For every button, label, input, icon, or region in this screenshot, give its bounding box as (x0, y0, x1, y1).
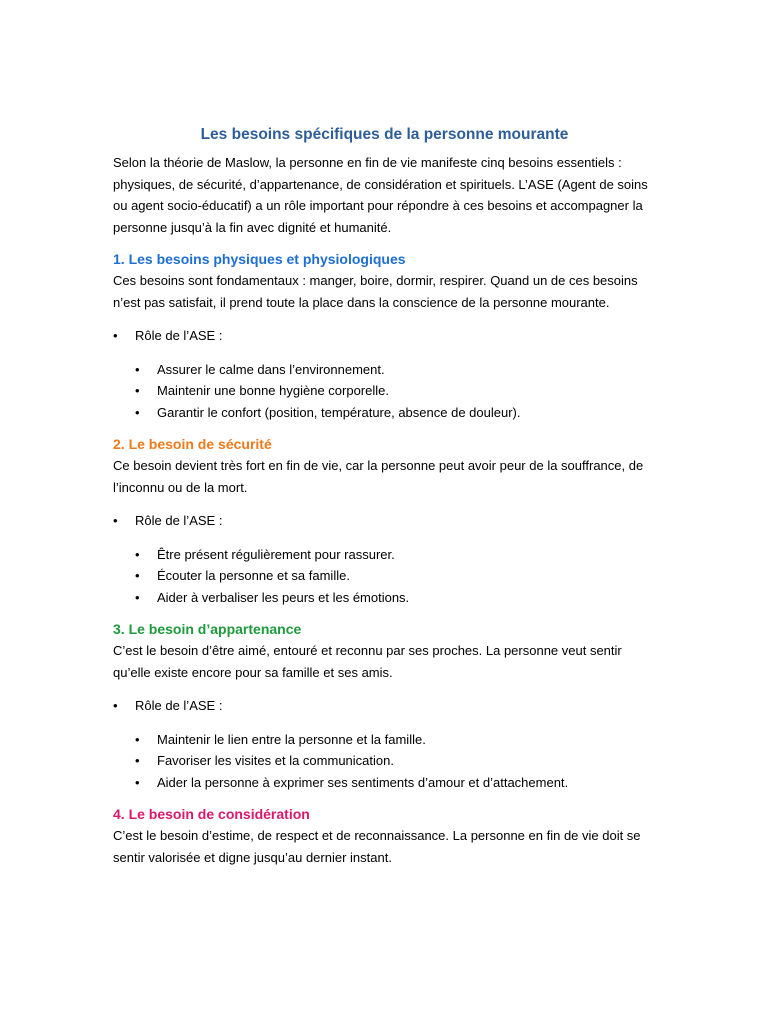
list-item-text: Écouter la personne et sa famille. (157, 568, 350, 583)
list-item-text: Aider la personne à exprimer ses sentiments d’amour et d’attachement. (157, 774, 569, 790)
list-item-text: Aider à verbaliser les peurs et les émotions. (157, 589, 410, 605)
intro-paragraph: Selon la théorie de Maslow, la personne en fin de vie manifeste cinq besoins essentiels : physiques, de sécurité, d’appartenance, de considération et spirituels. L’ASE (Agent de soins ou agent socio-éducatif) a un rôle important pour répondre à ces besoins et accompagner la personne jusqu’à la fin avec dignité et humanité. (113, 155, 648, 235)
section-text: C’est le besoin d’être aimé, entouré et reconnu par ses proches. La personne veut sentir qu’elle existe encore pour sa famille et ses amis. (113, 643, 622, 680)
list-item-text: Garantir le confort (position, température, absence de douleur). (157, 404, 521, 420)
list-item (135, 772, 656, 794)
document-title: Les besoins spécifiques de la personne mourante (200, 126, 569, 143)
list-item-text: Être présent régulièrement pour rassurer. (157, 546, 395, 562)
section-physical-needs (113, 248, 656, 423)
section-text: Ce besoin devient très fort en fin de vie, car la personne peut avoir peur de la souffrance, de l’inconnu ou de la mort. (113, 458, 644, 495)
list-item (135, 565, 656, 587)
section-belonging-need (113, 618, 656, 793)
bullet-icon: • (135, 361, 140, 377)
section-heading: 3. Le besoin d’appartenance (113, 621, 302, 637)
role-label: Rôle de l’ASE : (135, 513, 223, 528)
bullet-icon: • (135, 568, 140, 583)
bullet-icon: • (113, 328, 118, 343)
role-item (113, 325, 656, 347)
bullet-icon: • (135, 383, 140, 398)
list-item (135, 587, 656, 609)
role-list (113, 729, 656, 794)
list-item-text: Favoriser les visites et la communication. (157, 753, 394, 768)
section-heading: 1. Les besoins physiques et physiologiques (113, 251, 406, 267)
section-heading: 2. Le besoin de sécurité (113, 436, 272, 452)
bullet-icon: • (135, 731, 140, 747)
list-item-text: Maintenir une bonne hygiène corporelle. (157, 383, 389, 398)
section-heading: 4. Le besoin de considération (113, 806, 310, 822)
role-list (113, 359, 656, 424)
list-item (135, 729, 656, 751)
bullet-icon: • (113, 513, 118, 528)
section-text: C’est le besoin d’estime, de respect et de reconnaissance. La personne en fin de vie doit se sentir valorisée et digne jusqu’au dernier instant. (113, 828, 641, 865)
role-item (113, 695, 656, 717)
role-label: Rôle de l’ASE : (135, 698, 223, 713)
role-list (113, 544, 656, 609)
list-item (135, 750, 656, 772)
role-label: Rôle de l’ASE : (135, 328, 223, 343)
section-text: Ces besoins sont fondamentaux : manger, boire, dormir, respirer. Quand un de ces besoins n’est pas satisfait, il prend toute la place dans la conscience de la personne mourante. (113, 273, 638, 310)
bullet-icon: • (135, 404, 140, 420)
bullet-icon: • (113, 698, 118, 713)
list-item (135, 380, 656, 402)
section-esteem-need (113, 803, 656, 868)
bullet-icon: • (135, 589, 140, 605)
list-item-text: Assurer le calme dans l’environnement. (157, 361, 385, 377)
list-item-text: Maintenir le lien entre la personne et la famille. (157, 731, 426, 747)
list-item (135, 402, 656, 424)
section-security-need (113, 433, 656, 608)
list-item (135, 544, 656, 566)
bullet-icon: • (135, 546, 140, 562)
bullet-icon: • (135, 753, 140, 768)
role-item (113, 510, 656, 532)
list-item (135, 359, 656, 381)
bullet-icon: • (135, 774, 140, 790)
